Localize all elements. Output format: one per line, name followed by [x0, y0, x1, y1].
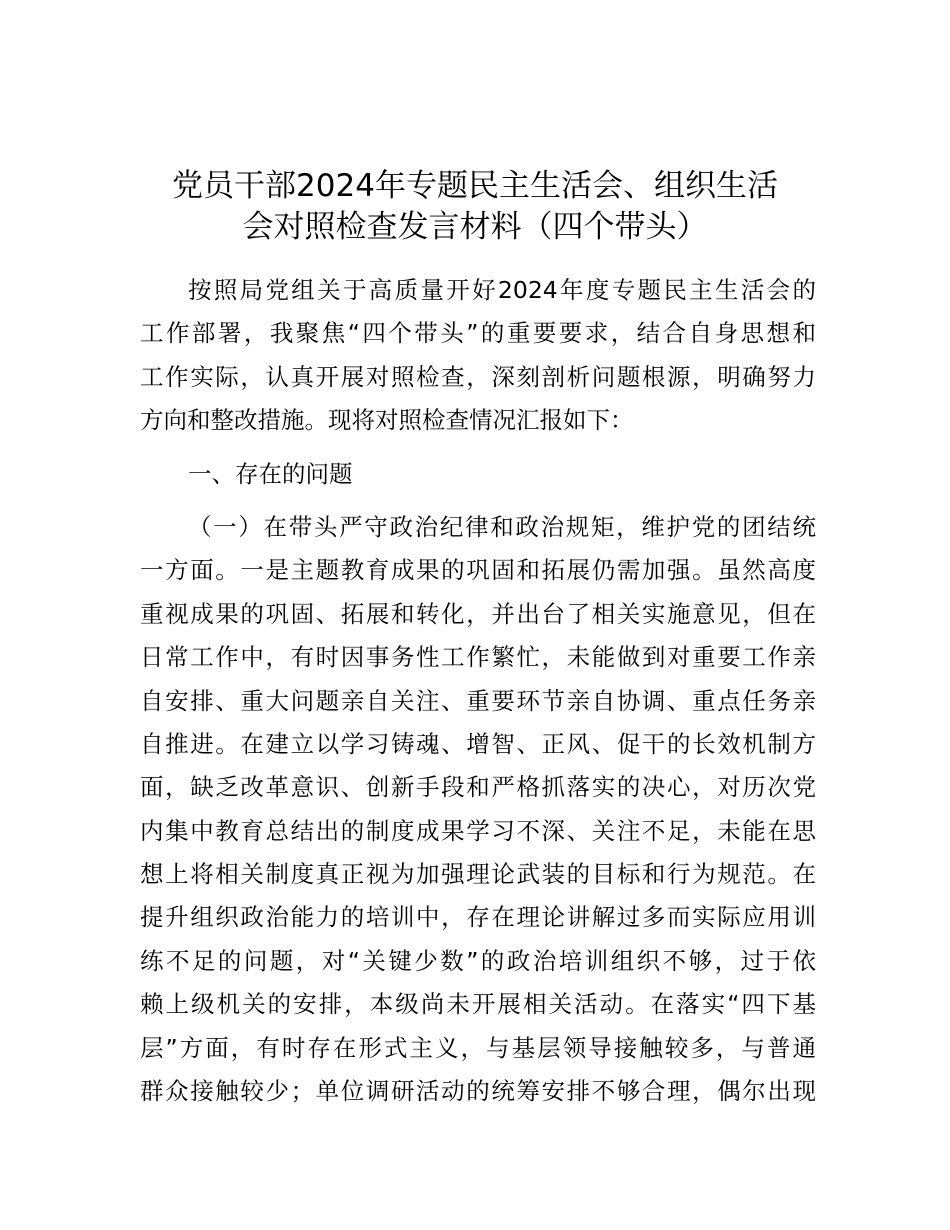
- paragraph-line: 练不足的问题，对“关键少数”的政治培训组织不够，过于依: [140, 946, 816, 975]
- section-heading-text: 一、存在的问题: [188, 459, 353, 488]
- section-heading: [140, 453, 816, 496]
- document-title: [140, 166, 810, 248]
- paragraph-line: 按照局党组关于高质量开好2024年度专题民主生活会的: [188, 276, 816, 304]
- document-body: [140, 269, 816, 1113]
- paragraph-line: 自安排、重大问题亲自关注、重要环节亲自协调、重点任务亲: [140, 686, 816, 715]
- paragraph-line: 提升组织政治能力的培训中，存在理论讲解过多而实际应用训: [140, 903, 816, 932]
- paragraph-line: 一方面。一是主题教育成果的巩固和拓展仍需加强。虽然高度: [140, 556, 816, 585]
- paragraph-line: 工作实际，认真开展对照检查，深刻剖析问题根源，明确努力: [140, 362, 816, 391]
- paragraph-line: 群众接触较少；单位调研活动的统筹安排不够合理，偶尔出现: [140, 1077, 816, 1106]
- paragraph-line: 想上将相关制度真正视为加强理论武装的目标和行为规范。在: [140, 860, 816, 889]
- title-line: 党员干部2024年专题民主生活会、组织生活: [172, 168, 778, 204]
- paragraph-line: 面，缺乏改革意识、创新手段和严格抓落实的决心，对历次党: [140, 773, 816, 802]
- paragraph-line: 方向和整改措施。现将对照检查情况汇报如下：: [140, 406, 634, 435]
- paragraph-line: 自推进。在建立以学习铸魂、增智、正风、促干的长效机制方: [140, 729, 816, 758]
- paragraph-line: 层”方面，有时存在形式主义，与基层领导接触较多，与普通: [140, 1033, 816, 1062]
- paragraph-line: 重视成果的巩固、拓展和转化，并出台了相关实施意见，但在: [140, 599, 816, 628]
- paragraph-line: 内集中教育总结出的制度成果学习不深、关注不足，未能在思: [140, 816, 816, 845]
- paragraph-line: （一）在带头严守政治纪律和政治规矩，维护党的团结统: [188, 512, 816, 541]
- problem-paragraph: [140, 506, 816, 1113]
- intro-paragraph: [140, 269, 816, 443]
- paragraph-line: 日常工作中，有时因事务性工作繁忙，未能做到对重要工作亲: [140, 643, 816, 672]
- paragraph-line: 赖上级机关的安排，本级尚未开展相关活动。在落实“四下基: [140, 990, 816, 1019]
- paragraph-line: 工作部署，我聚焦“四个带头”的重要要求，结合自身思想和: [140, 319, 816, 348]
- title-line: 会对照检查发言材料（四个带头）: [242, 209, 708, 245]
